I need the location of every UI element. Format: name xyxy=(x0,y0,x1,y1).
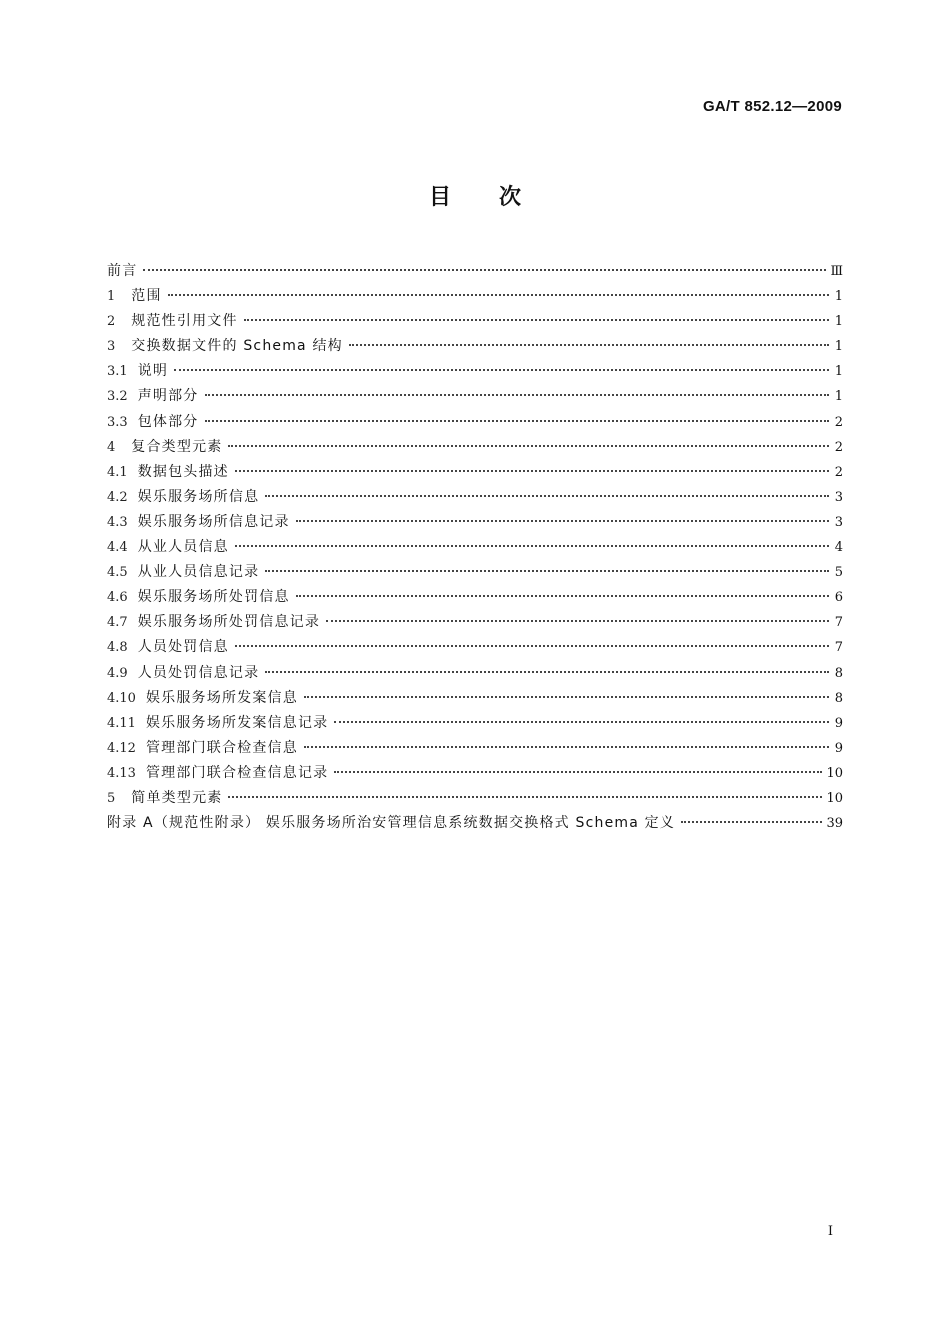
table-of-contents xyxy=(107,259,843,836)
toc-dot-leader xyxy=(265,669,829,673)
toc-entry[interactable] xyxy=(107,460,843,485)
toc-entry[interactable] xyxy=(107,384,843,409)
toc-entry-title: 从业人员信息 xyxy=(137,539,229,556)
toc-entry[interactable] xyxy=(107,711,843,736)
toc-entry-number: 4.6 xyxy=(107,590,128,606)
toc-dot-leader xyxy=(349,342,829,346)
toc-dot-leader xyxy=(228,794,822,798)
toc-dot-leader xyxy=(265,568,829,572)
toc-entry-number: 4.10 xyxy=(107,690,136,706)
toc-entry-number: 5 xyxy=(107,790,116,806)
toc-dot-leader xyxy=(235,468,829,472)
toc-entry-title: 范围 xyxy=(131,288,162,305)
toc-entry-page: 7 xyxy=(834,640,843,656)
toc-entry[interactable] xyxy=(107,284,843,309)
toc-entry[interactable] xyxy=(107,686,843,711)
toc-entry-title: 从业人员信息记录 xyxy=(137,564,260,581)
toc-entry-page: 9 xyxy=(834,740,843,756)
toc-entry-page: Ⅲ xyxy=(830,264,843,279)
toc-entry-page: 3 xyxy=(834,514,843,530)
toc-dot-leader xyxy=(296,593,829,597)
toc-entry-title: 管理部门联合检查信息 xyxy=(145,739,298,756)
toc-dot-leader xyxy=(265,493,829,497)
toc-entry-page: 1 xyxy=(834,389,843,405)
toc-entry-number: 2 xyxy=(107,314,116,330)
toc-dot-leader xyxy=(205,392,830,396)
toc-entry[interactable] xyxy=(107,259,843,284)
toc-entry-title: 包体部分 xyxy=(137,413,199,430)
toc-entry-number: 4.8 xyxy=(107,640,128,656)
toc-entry-page: 8 xyxy=(834,690,843,706)
toc-entry[interactable] xyxy=(107,560,843,585)
toc-entry-number: 4.4 xyxy=(107,540,128,556)
toc-entry-title: 附录 A（规范性附录） 娱乐服务场所治安管理信息系统数据交换格式 Schema 定义 xyxy=(107,815,676,832)
toc-entry-title: 娱乐服务场所处罚信息记录 xyxy=(137,614,321,631)
toc-entry-title: 前言 xyxy=(107,263,138,279)
toc-entry[interactable] xyxy=(107,485,843,510)
toc-dot-leader xyxy=(334,719,829,723)
toc-entry-page: 6 xyxy=(834,590,843,606)
toc-dot-leader xyxy=(228,443,829,447)
toc-entry-page: 1 xyxy=(834,289,843,305)
toc-entry-title: 说明 xyxy=(137,363,169,380)
toc-dot-leader xyxy=(174,367,829,371)
toc-entry[interactable] xyxy=(107,535,843,560)
toc-entry-number: 4.3 xyxy=(107,514,128,530)
toc-dot-leader xyxy=(244,317,829,321)
toc-entry-page: 2 xyxy=(834,464,843,480)
toc-entry[interactable] xyxy=(107,811,843,836)
toc-entry-title: 娱乐服务场所发案信息 xyxy=(145,689,298,706)
toc-entry[interactable] xyxy=(107,736,843,761)
toc-entry-number: 4.7 xyxy=(107,615,128,631)
toc-entry[interactable] xyxy=(107,435,843,460)
toc-dot-leader xyxy=(143,267,826,271)
toc-dot-leader xyxy=(681,819,822,823)
toc-entry-title: 复合类型元素 xyxy=(131,438,223,455)
document-code: GA/T 852.12—2009 xyxy=(702,98,842,115)
toc-entry-title: 简单类型元素 xyxy=(131,789,223,806)
toc-entry-page: 39 xyxy=(826,816,843,832)
toc-entry-title: 声明部分 xyxy=(137,388,199,405)
toc-entry[interactable] xyxy=(107,334,843,359)
toc-entry-page: 3 xyxy=(834,489,843,505)
toc-entry-number: 4.13 xyxy=(107,765,136,781)
toc-entry-page: 2 xyxy=(834,439,843,455)
toc-entry-number: 4.5 xyxy=(107,565,128,581)
toc-entry-title: 人员处罚信息记录 xyxy=(137,664,260,681)
toc-entry[interactable] xyxy=(107,786,843,811)
toc-entry[interactable] xyxy=(107,359,843,384)
toc-entry-number: 4.9 xyxy=(107,665,128,681)
toc-entry-title: 娱乐服务场所发案信息记录 xyxy=(145,714,329,731)
toc-entry-page: 10 xyxy=(826,765,843,781)
toc-dot-leader xyxy=(235,543,829,547)
toc-entry-number: 4.2 xyxy=(107,489,128,505)
toc-dot-leader xyxy=(296,518,829,522)
toc-entry-title: 娱乐服务场所处罚信息 xyxy=(137,589,290,606)
toc-entry-page: 4 xyxy=(834,540,843,556)
toc-dot-leader xyxy=(304,744,829,748)
toc-entry-number: 3.1 xyxy=(107,364,128,380)
toc-entry[interactable] xyxy=(107,635,843,660)
toc-entry[interactable] xyxy=(107,761,843,786)
toc-entry[interactable] xyxy=(107,410,843,435)
toc-entry-page: 7 xyxy=(834,615,843,631)
toc-entry-number: 4.11 xyxy=(107,715,136,731)
toc-entry-number: 4.12 xyxy=(107,740,136,756)
toc-entry-page: 8 xyxy=(834,665,843,681)
toc-entry-page: 9 xyxy=(834,715,843,731)
toc-entry-title: 娱乐服务场所信息记录 xyxy=(137,513,290,530)
page-title: 目次 xyxy=(428,185,569,210)
toc-entry-title: 交换数据文件的 Schema 结构 xyxy=(131,338,343,355)
toc-entry-page: 1 xyxy=(834,314,843,330)
toc-entry-page: 5 xyxy=(834,565,843,581)
toc-entry-page: 2 xyxy=(834,414,843,430)
toc-entry[interactable] xyxy=(107,510,843,535)
toc-dot-leader xyxy=(304,694,829,698)
toc-dot-leader xyxy=(326,618,829,622)
toc-entry-title: 人员处罚信息 xyxy=(137,639,229,656)
toc-entry-page: 1 xyxy=(834,339,843,355)
toc-entry[interactable] xyxy=(107,610,843,635)
toc-dot-leader xyxy=(168,292,829,296)
toc-entry-title: 规范性引用文件 xyxy=(131,313,238,330)
toc-entry-number: 3.2 xyxy=(107,389,128,405)
page-number: I xyxy=(827,1224,833,1239)
toc-entry[interactable] xyxy=(107,585,843,610)
toc-entry-title: 管理部门联合检查信息记录 xyxy=(145,764,329,781)
toc-entry-title: 娱乐服务场所信息 xyxy=(137,488,260,505)
toc-dot-leader xyxy=(235,643,829,647)
toc-entry[interactable] xyxy=(107,309,843,334)
toc-entry-number: 3 xyxy=(107,339,116,355)
toc-entry-page: 10 xyxy=(826,790,843,806)
toc-entry[interactable] xyxy=(107,661,843,686)
toc-entry-number: 1 xyxy=(107,289,116,305)
toc-dot-leader xyxy=(334,769,822,773)
toc-dot-leader xyxy=(205,418,830,422)
toc-entry-number: 3.3 xyxy=(107,414,128,430)
toc-entry-number: 4.1 xyxy=(107,464,128,480)
toc-entry-title: 数据包头描述 xyxy=(137,463,229,480)
toc-entry-page: 1 xyxy=(834,364,843,380)
toc-entry-number: 4 xyxy=(107,439,116,455)
